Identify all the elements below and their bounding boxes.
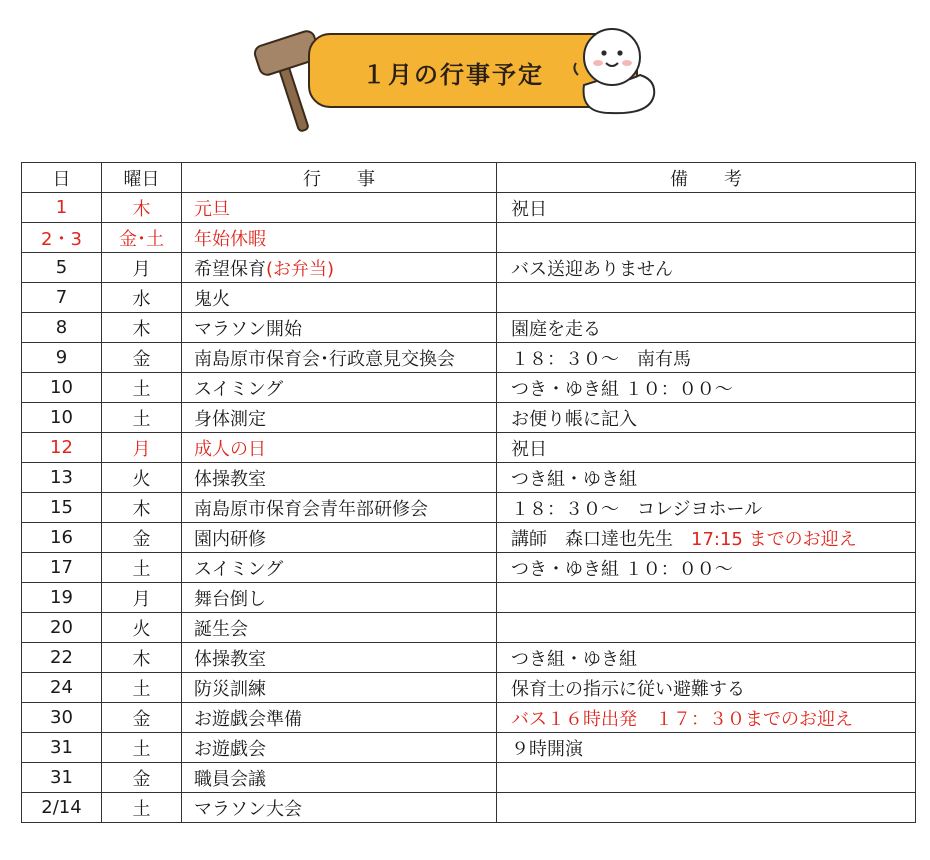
cell-note-text: １８：３０～ コレジヨホール: [511, 498, 763, 520]
cell-note-text: 園庭を走る: [511, 318, 601, 340]
cell-note-text: 祝日: [511, 198, 547, 220]
table-row: [22, 613, 916, 643]
cell-day-text: 24: [50, 677, 73, 698]
cell-event-text: 元旦: [194, 198, 230, 220]
cell-weekday-text: 月: [132, 438, 151, 460]
cell-event-text: 年始休暇: [194, 228, 266, 250]
cell-day-text: 30: [50, 707, 73, 728]
cell-day: [22, 763, 102, 793]
cell-note-text: つき・ゆき組 １０：００～: [511, 558, 733, 580]
table-row: [22, 493, 916, 523]
cell-weekday: [102, 793, 182, 823]
cell-weekday-text: 火: [132, 618, 151, 640]
cell-day: [22, 703, 102, 733]
cell-day-text: 5: [55, 257, 68, 278]
cell-event: [182, 283, 497, 313]
cell-day-text: 31: [50, 767, 73, 788]
cell-event-text: 南島原市保育会･行政意見交換会: [194, 348, 455, 370]
table-row: [22, 433, 916, 463]
cell-weekday-text: 土: [132, 558, 151, 580]
cell-day-text: 22: [50, 647, 73, 668]
table-row: [22, 223, 916, 253]
cell-note-text: 17:15 までのお迎え: [691, 528, 857, 550]
cell-note: [497, 523, 916, 553]
cell-weekday: [102, 223, 182, 253]
cell-weekday-text: 土: [132, 798, 151, 820]
cell-day-text: 7: [55, 287, 68, 308]
cell-day: [22, 553, 102, 583]
cell-weekday: [102, 193, 182, 223]
cell-event: [182, 193, 497, 223]
cell-note-text: つき組・ゆき組: [511, 648, 637, 670]
cell-weekday: [102, 433, 182, 463]
cell-note-text: ９時開演: [511, 738, 583, 760]
cell-day: [22, 373, 102, 403]
cell-event: [182, 613, 497, 643]
cell-day: [22, 283, 102, 313]
cell-event: [182, 733, 497, 763]
cell-day: [22, 313, 102, 343]
cell-note: [497, 283, 916, 313]
cell-weekday: [102, 313, 182, 343]
cell-day: [22, 523, 102, 553]
cell-note-text: バス１６時出発 １７：３０までのお迎え: [511, 708, 853, 730]
cell-weekday: [102, 253, 182, 283]
cell-note: [497, 433, 916, 463]
cell-note-text: 祝日: [511, 438, 547, 460]
cell-event-text: 園内研修: [194, 528, 266, 550]
cell-day: [22, 793, 102, 823]
title-header: [240, 20, 670, 130]
table-row: [22, 343, 916, 373]
table-row: [22, 643, 916, 673]
cell-day-text: 2/14: [41, 797, 82, 818]
cell-note: [497, 763, 916, 793]
cell-note: [497, 583, 916, 613]
cell-event: [182, 433, 497, 463]
cell-event-text: スイミング: [194, 378, 284, 400]
cell-event-text: 誕生会: [194, 618, 248, 640]
cell-weekday: [102, 763, 182, 793]
header-note: 備 考: [497, 163, 916, 193]
cell-note: [497, 553, 916, 583]
cell-day-text: 1: [55, 197, 68, 218]
cell-note: [497, 703, 916, 733]
cell-weekday: [102, 523, 182, 553]
cell-note-text: つき組・ゆき組: [511, 468, 637, 490]
cell-event-text: 身体測定: [194, 408, 266, 430]
cell-event: [182, 493, 497, 523]
cell-day: [22, 613, 102, 643]
cell-weekday-text: 土: [132, 678, 151, 700]
table-row: [22, 793, 916, 823]
cell-event: [182, 463, 497, 493]
cell-weekday-text: 土: [132, 378, 151, 400]
cell-weekday-text: 金･土: [119, 228, 164, 250]
cell-event-text: 希望保育: [194, 258, 266, 280]
cell-day: [22, 733, 102, 763]
cell-day: [22, 493, 102, 523]
table-row: [22, 283, 916, 313]
snowman-mascot-icon: [570, 25, 660, 120]
cell-weekday-text: 木: [132, 498, 151, 520]
table-row: [22, 373, 916, 403]
cell-note: [497, 493, 916, 523]
table-row: [22, 463, 916, 493]
cell-weekday-text: 金: [132, 348, 151, 370]
cell-day: [22, 193, 102, 223]
table-row: [22, 673, 916, 703]
table-row: [22, 583, 916, 613]
cell-day-text: 12: [50, 437, 73, 458]
cell-event-text: (お弁当): [266, 258, 335, 280]
cell-weekday-text: 金: [132, 528, 151, 550]
table-row: [22, 403, 916, 433]
cell-day: [22, 463, 102, 493]
cell-event: [182, 313, 497, 343]
cell-day-text: 13: [50, 467, 73, 488]
cell-event: [182, 343, 497, 373]
cell-weekday-text: 土: [132, 738, 151, 760]
cell-day: [22, 583, 102, 613]
cell-day-text: 31: [50, 737, 73, 758]
cell-weekday: [102, 703, 182, 733]
cell-note: [497, 643, 916, 673]
cell-event-text: お遊戯会: [194, 738, 266, 760]
cell-note-text: 講師 森口達也先生: [511, 528, 691, 550]
cell-day-text: 19: [50, 587, 73, 608]
cell-event-text: 鬼火: [194, 288, 230, 310]
cell-event: [182, 553, 497, 583]
cell-event: [182, 673, 497, 703]
cell-note-text: つき・ゆき組 １０：００～: [511, 378, 733, 400]
cell-note: [497, 253, 916, 283]
table-row: [22, 313, 916, 343]
cell-event: [182, 373, 497, 403]
cell-weekday: [102, 643, 182, 673]
cell-event-text: 体操教室: [194, 468, 266, 490]
events-table: [21, 162, 916, 823]
cell-day: [22, 253, 102, 283]
cell-event: [182, 253, 497, 283]
cell-day-text: 15: [50, 497, 73, 518]
cell-event-text: 舞台倒し: [194, 588, 266, 610]
cell-day-text: 2・3: [41, 228, 82, 250]
table-header-row: [22, 163, 916, 193]
table-row: [22, 733, 916, 763]
cell-note: [497, 613, 916, 643]
cell-note: [497, 343, 916, 373]
cell-note: [497, 193, 916, 223]
cell-note: [497, 793, 916, 823]
cell-weekday: [102, 463, 182, 493]
cell-event-text: スイミング: [194, 558, 284, 580]
cell-weekday: [102, 403, 182, 433]
header-day: 日: [22, 163, 102, 193]
cell-weekday: [102, 283, 182, 313]
page-title: １月の行事予定: [362, 61, 544, 89]
cell-day-text: 10: [50, 407, 73, 428]
table-row: [22, 523, 916, 553]
cell-note: [497, 733, 916, 763]
cell-weekday-text: 金: [132, 708, 151, 730]
cell-event-text: お遊戯会準備: [194, 708, 302, 730]
cell-day-text: 17: [50, 557, 73, 578]
cell-event-text: 防災訓練: [194, 678, 266, 700]
table-row: [22, 763, 916, 793]
cell-event: [182, 523, 497, 553]
header-weekday: 曜日: [102, 163, 182, 193]
cell-day: [22, 433, 102, 463]
header-event: 行 事: [182, 163, 497, 193]
cell-day: [22, 643, 102, 673]
cell-note-text: お便り帳に記入: [511, 408, 637, 430]
cell-weekday-text: 金: [132, 768, 151, 790]
cell-event-text: 体操教室: [194, 648, 266, 670]
cell-event: [182, 583, 497, 613]
cell-day: [22, 673, 102, 703]
cell-note: [497, 223, 916, 253]
cell-note: [497, 403, 916, 433]
cell-event-text: 職員会議: [194, 768, 266, 790]
table-row: [22, 193, 916, 223]
cell-event: [182, 403, 497, 433]
cell-weekday: [102, 493, 182, 523]
cell-event: [182, 643, 497, 673]
cell-event: [182, 703, 497, 733]
cell-event-text: 南島原市保育会青年部研修会: [194, 498, 428, 520]
cell-event-text: マラソン開始: [194, 318, 302, 340]
cell-note: [497, 373, 916, 403]
cell-weekday: [102, 733, 182, 763]
cell-weekday-text: 木: [132, 318, 151, 340]
cell-event: [182, 223, 497, 253]
cell-note: [497, 463, 916, 493]
cell-note-text: 保育士の指示に従い避難する: [511, 678, 745, 700]
cell-weekday-text: 木: [132, 648, 151, 670]
cell-day: [22, 223, 102, 253]
cell-weekday: [102, 553, 182, 583]
cell-day: [22, 403, 102, 433]
cell-weekday: [102, 583, 182, 613]
cell-note-text: １８：３０～ 南有馬: [511, 348, 691, 370]
cell-weekday-text: 月: [132, 588, 151, 610]
cell-weekday-text: 木: [132, 198, 151, 220]
cell-event: [182, 763, 497, 793]
cell-weekday: [102, 673, 182, 703]
cell-weekday-text: 火: [132, 468, 151, 490]
cell-weekday-text: 土: [132, 408, 151, 430]
cell-event-text: 成人の日: [194, 438, 266, 460]
table-row: [22, 553, 916, 583]
cell-weekday-text: 月: [132, 258, 151, 280]
cell-weekday-text: 水: [132, 288, 151, 310]
cell-event: [182, 793, 497, 823]
cell-weekday: [102, 373, 182, 403]
cell-day-text: 9: [55, 347, 68, 368]
cell-day-text: 8: [55, 317, 68, 338]
cell-day-text: 16: [50, 527, 73, 548]
cell-note-text: バス送迎ありません: [511, 258, 673, 280]
cell-day-text: 20: [50, 617, 73, 638]
cell-note: [497, 313, 916, 343]
cell-event-text: マラソン大会: [194, 798, 302, 820]
cell-note: [497, 673, 916, 703]
table-row: [22, 253, 916, 283]
cell-day: [22, 343, 102, 373]
cell-day-text: 10: [50, 377, 73, 398]
table-row: [22, 703, 916, 733]
cell-weekday: [102, 343, 182, 373]
cell-weekday: [102, 613, 182, 643]
